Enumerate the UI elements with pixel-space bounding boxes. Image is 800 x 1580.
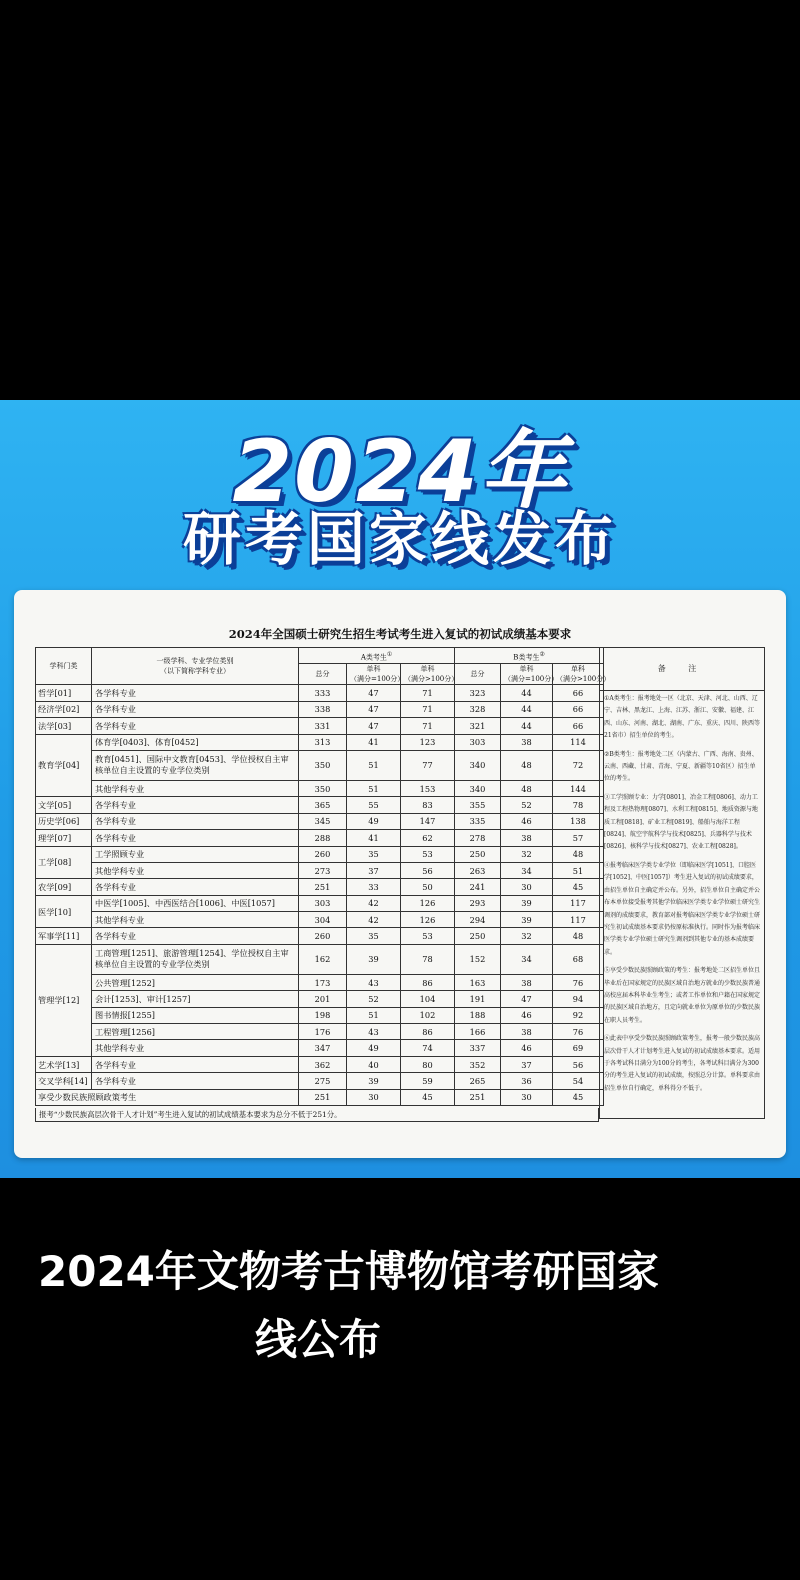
score-b-singleover: 48 xyxy=(553,846,604,862)
table-row xyxy=(36,1007,604,1023)
score-b-single100: 52 xyxy=(501,797,553,813)
score-a-singleover: 80 xyxy=(401,1056,455,1072)
score-a-singleover: 77 xyxy=(401,750,455,780)
score-b-single100: 46 xyxy=(501,1007,553,1023)
score-b-single100: 37 xyxy=(501,1056,553,1072)
score-a-total: 260 xyxy=(299,846,347,862)
score-b-single100: 34 xyxy=(501,944,553,974)
score-b-singleover: 45 xyxy=(553,1089,604,1105)
score-b-total: 355 xyxy=(455,797,501,813)
score-b-singleover: 54 xyxy=(553,1073,604,1089)
row-category: 教育学[04] xyxy=(36,734,92,797)
score-a-total: 162 xyxy=(299,944,347,974)
score-b-singleover: 117 xyxy=(553,895,604,911)
score-a-total: 313 xyxy=(299,734,347,750)
score-a-singleover: 62 xyxy=(401,830,455,846)
score-a-single100: 52 xyxy=(347,991,401,1007)
score-b-total: 328 xyxy=(455,701,501,717)
score-b-single100: 34 xyxy=(501,862,553,878)
row-subject: 各学科专业 xyxy=(92,685,299,701)
score-a-single100: 39 xyxy=(347,1073,401,1089)
score-b-total: 265 xyxy=(455,1073,501,1089)
header-a-singleover: 单科 （满分>100分） xyxy=(401,664,455,685)
table-row xyxy=(36,780,604,796)
score-a-total: 275 xyxy=(299,1073,347,1089)
score-b-total: 321 xyxy=(455,718,501,734)
remarks-panel xyxy=(599,647,765,1119)
score-a-single100: 33 xyxy=(347,879,401,895)
caption-line-1: 2024年文物考古博物馆考研国家 xyxy=(38,1247,659,1296)
row-subject: 各学科专业 xyxy=(92,797,299,813)
score-b-total: 340 xyxy=(455,750,501,780)
table-row xyxy=(36,750,604,780)
row-subject: 各学科专业 xyxy=(92,879,299,895)
score-b-singleover: 68 xyxy=(553,944,604,974)
score-b-total: 294 xyxy=(455,912,501,928)
score-b-total: 166 xyxy=(455,1024,501,1040)
row-subject: 图书情报[1255] xyxy=(92,1007,299,1023)
score-a-single100: 51 xyxy=(347,1007,401,1023)
score-b-single100: 38 xyxy=(501,1024,553,1040)
score-b-single100: 30 xyxy=(501,879,553,895)
row-category: 农学[09] xyxy=(36,879,92,895)
score-a-total: 350 xyxy=(299,750,347,780)
table-row xyxy=(36,944,604,974)
row-category: 文学[05] xyxy=(36,797,92,813)
score-a-total: 198 xyxy=(299,1007,347,1023)
table-row xyxy=(36,974,604,990)
score-a-total: 273 xyxy=(299,862,347,878)
table-row xyxy=(36,1040,604,1056)
score-b-single100: 38 xyxy=(501,830,553,846)
table-row xyxy=(36,879,604,895)
score-b-total: 241 xyxy=(455,879,501,895)
row-subject: 公共管理[1252] xyxy=(92,974,299,990)
score-a-singleover: 53 xyxy=(401,846,455,862)
score-b-single100: 36 xyxy=(501,1073,553,1089)
score-b-singleover: 66 xyxy=(553,701,604,717)
row-category: 军事学[11] xyxy=(36,928,92,944)
score-b-total: 188 xyxy=(455,1007,501,1023)
row-subject: 各学科专业 xyxy=(92,1056,299,1072)
score-b-single100: 44 xyxy=(501,701,553,717)
score-b-total: 337 xyxy=(455,1040,501,1056)
score-a-total: 350 xyxy=(299,780,347,796)
score-b-single100: 38 xyxy=(501,734,553,750)
table-row xyxy=(36,830,604,846)
score-a-total: 304 xyxy=(299,912,347,928)
row-subject: 各学科专业 xyxy=(92,1073,299,1089)
score-a-total: 201 xyxy=(299,991,347,1007)
row-subject: 各学科专业 xyxy=(92,701,299,717)
row-category: 哲学[01] xyxy=(36,685,92,701)
remark-item: ①A类考生：报考地处一区（北京、天津、河北、山西、辽宁、吉林、黑龙江、上海、江苏、浙江、安徽、福建、江西、山东、河南、湖北、湖南、广东、重庆、四川、陕西等21省市）招生单位的考生。 xyxy=(604,695,761,740)
score-b-total: 263 xyxy=(455,862,501,878)
score-b-total: 323 xyxy=(455,685,501,701)
score-b-total: 251 xyxy=(455,1089,501,1105)
score-a-singleover: 71 xyxy=(401,701,455,717)
score-b-single100: 44 xyxy=(501,685,553,701)
score-a-single100: 49 xyxy=(347,1040,401,1056)
score-b-singleover: 92 xyxy=(553,1007,604,1023)
table-row xyxy=(36,862,604,878)
score-a-singleover: 123 xyxy=(401,734,455,750)
score-a-total: 176 xyxy=(299,1024,347,1040)
score-b-total: 250 xyxy=(455,846,501,862)
score-b-singleover: 117 xyxy=(553,912,604,928)
score-b-total: 335 xyxy=(455,813,501,829)
score-b-singleover: 94 xyxy=(553,991,604,1007)
score-b-singleover: 66 xyxy=(553,718,604,734)
score-b-single100: 46 xyxy=(501,1040,553,1056)
row-category: 交叉学科[14] xyxy=(36,1073,92,1089)
row-subject: 各学科专业 xyxy=(92,813,299,829)
table-row xyxy=(36,991,604,1007)
header-b-singleover: 单科 （满分>100分） xyxy=(553,664,604,685)
row-category: 管理学[12] xyxy=(36,944,92,1056)
score-b-total: 340 xyxy=(455,780,501,796)
table-row xyxy=(36,734,604,750)
table-row xyxy=(36,846,604,862)
score-a-total: 338 xyxy=(299,701,347,717)
score-a-singleover: 102 xyxy=(401,1007,455,1023)
score-a-singleover: 71 xyxy=(401,718,455,734)
score-a-single100: 30 xyxy=(347,1089,401,1105)
score-b-single100: 30 xyxy=(501,1089,553,1105)
score-a-single100: 47 xyxy=(347,718,401,734)
header-category: 学科门类 xyxy=(36,648,92,685)
row-category: 医学[10] xyxy=(36,895,92,928)
header-group-b: B类考生② xyxy=(455,648,604,664)
score-b-single100: 39 xyxy=(501,895,553,911)
score-a-total: 362 xyxy=(299,1056,347,1072)
score-b-singleover: 72 xyxy=(553,750,604,780)
row-category: 理学[07] xyxy=(36,830,92,846)
score-a-singleover: 104 xyxy=(401,991,455,1007)
score-b-single100: 39 xyxy=(501,912,553,928)
score-a-singleover: 86 xyxy=(401,1024,455,1040)
score-a-singleover: 153 xyxy=(401,780,455,796)
header-b-total: 总分 xyxy=(455,664,501,685)
score-b-singleover: 76 xyxy=(553,1024,604,1040)
score-b-singleover: 66 xyxy=(553,685,604,701)
score-a-single100: 49 xyxy=(347,813,401,829)
score-b-single100: 46 xyxy=(501,813,553,829)
score-a-single100: 42 xyxy=(347,912,401,928)
row-category: 法学[03] xyxy=(36,718,92,734)
remark-item: ⑤享受少数民族照顾政策的考生：报考地处二区招生单位且毕业后在国家规定的民族区域自治地方就业的少数民族普通高校应届本科毕业生考生；或者工作单位和户籍在国家规定的民族区域自治地方，且定向就业单位为原单位的少数民族在职人员考生。 xyxy=(604,967,761,1024)
score-b-single100: 32 xyxy=(501,928,553,944)
row-subject: 各学科专业 xyxy=(92,830,299,846)
score-table-body xyxy=(36,685,604,1106)
row-subject: 各学科专业 xyxy=(92,718,299,734)
score-b-singleover: 69 xyxy=(553,1040,604,1056)
remarks-header: 备 注 xyxy=(600,648,764,691)
row-subject: 其他学科专业 xyxy=(92,1040,299,1056)
score-b-total: 163 xyxy=(455,974,501,990)
table-row xyxy=(36,813,604,829)
score-a-singleover: 147 xyxy=(401,813,455,829)
header-a-total: 总分 xyxy=(299,664,347,685)
score-b-singleover: 144 xyxy=(553,780,604,796)
table-row xyxy=(36,1073,604,1089)
row-subject: 其他学科专业 xyxy=(92,862,299,878)
score-b-single100: 44 xyxy=(501,718,553,734)
score-b-total: 152 xyxy=(455,944,501,974)
row-subject: 其他学科专业 xyxy=(92,780,299,796)
caption-line-2: 线公布 xyxy=(254,1315,381,1364)
score-a-singleover: 126 xyxy=(401,912,455,928)
remark-item: ④报考临床医学类专业学位（即临床医学[1051]、口腔医学[1052]、中医[1057]）考生进入复试的初试成绩要求，由招生单位自主确定并公布。另外，招生单位自主确定并公布本单位接受报考其他学位临床医学类专业学位硕士研究生调剂的成绩要求，教育部对报考临床医学类专业学位硕士研究生初试成绩基本要求仍按原标准执行。同时作为报考临床医学类专业学位硕士研究生调剂到其他专业的基本成绩要求。 xyxy=(604,861,761,956)
score-a-single100: 41 xyxy=(347,830,401,846)
score-a-single100: 35 xyxy=(347,928,401,944)
score-b-singleover: 76 xyxy=(553,974,604,990)
score-b-total: 303 xyxy=(455,734,501,750)
score-a-singleover: 83 xyxy=(401,797,455,813)
score-a-total: 251 xyxy=(299,1089,347,1105)
score-a-single100: 42 xyxy=(347,895,401,911)
score-a-singleover: 126 xyxy=(401,895,455,911)
score-b-singleover: 56 xyxy=(553,1056,604,1072)
score-a-total: 173 xyxy=(299,974,347,990)
score-a-singleover: 74 xyxy=(401,1040,455,1056)
header-group-a: A类考生① xyxy=(299,648,455,664)
score-a-single100: 51 xyxy=(347,750,401,780)
table-footnote: 报考“少数民族高层次骨干人才计划”考生进入复试的初试成绩基本要求为总分不低于251分。 xyxy=(35,1108,599,1122)
table-row xyxy=(36,685,604,701)
score-a-total: 288 xyxy=(299,830,347,846)
banner-subtitle: 研考国家线发布 xyxy=(182,505,617,573)
score-table xyxy=(35,647,611,1106)
score-b-single100: 48 xyxy=(501,780,553,796)
row-category: 享受少数民族照顾政策考生 xyxy=(36,1089,299,1105)
row-subject: 教育[0451]、国际中文教育[0453]、学位授权自主审核单位自主设置的专业学位类别 xyxy=(92,750,299,780)
row-subject: 体育学[0403]、体育[0452] xyxy=(92,734,299,750)
score-b-singleover: 45 xyxy=(553,879,604,895)
score-a-single100: 43 xyxy=(347,974,401,990)
score-a-single100: 47 xyxy=(347,701,401,717)
score-a-total: 333 xyxy=(299,685,347,701)
score-a-single100: 37 xyxy=(347,862,401,878)
banner-year-title: 2024年 xyxy=(232,422,568,522)
score-a-singleover: 71 xyxy=(401,685,455,701)
score-a-singleover: 56 xyxy=(401,862,455,878)
score-b-total: 278 xyxy=(455,830,501,846)
row-subject: 各学科专业 xyxy=(92,928,299,944)
score-a-single100: 35 xyxy=(347,846,401,862)
score-a-total: 260 xyxy=(299,928,347,944)
score-a-singleover: 50 xyxy=(401,879,455,895)
video-caption xyxy=(38,1238,718,1374)
score-a-total: 303 xyxy=(299,895,347,911)
remark-item: ②B类考生：报考地处二区（内蒙古、广西、海南、贵州、云南、西藏、甘肃、青海、宁夏、新疆等10省区）招生单位的考生。 xyxy=(604,750,758,783)
score-b-total: 293 xyxy=(455,895,501,911)
score-b-singleover: 51 xyxy=(553,862,604,878)
score-a-single100: 55 xyxy=(347,797,401,813)
score-a-singleover: 45 xyxy=(401,1089,455,1105)
score-a-single100: 39 xyxy=(347,944,401,974)
score-b-single100: 48 xyxy=(501,750,553,780)
score-a-total: 365 xyxy=(299,797,347,813)
score-b-single100: 32 xyxy=(501,846,553,862)
document-title: 2024年全国硕士研究生招生考试考生进入复试的初试成绩基本要求 xyxy=(228,627,572,641)
table-row xyxy=(36,928,604,944)
row-category: 经济学[02] xyxy=(36,701,92,717)
header-subject: 一级学科、专业学位类别 （以下简称学科专业） xyxy=(92,648,299,685)
header-b-single100: 单科 （满分=100分） xyxy=(501,664,553,685)
row-subject: 工商管理[1251]、旅游管理[1254]、学位授权自主审核单位自主设置的专业学位类别 xyxy=(92,944,299,974)
table-row xyxy=(36,701,604,717)
score-a-singleover: 59 xyxy=(401,1073,455,1089)
score-b-singleover: 114 xyxy=(553,734,604,750)
row-subject: 会计[1253]、审计[1257] xyxy=(92,991,299,1007)
table-row xyxy=(36,895,604,911)
table-row xyxy=(36,912,604,928)
score-a-single100: 43 xyxy=(347,1024,401,1040)
table-row xyxy=(36,718,604,734)
score-b-singleover: 78 xyxy=(553,797,604,813)
table-row xyxy=(36,1089,604,1105)
score-b-singleover: 138 xyxy=(553,813,604,829)
score-b-single100: 38 xyxy=(501,974,553,990)
score-a-total: 347 xyxy=(299,1040,347,1056)
table-row xyxy=(36,1024,604,1040)
score-a-single100: 51 xyxy=(347,780,401,796)
score-b-singleover: 48 xyxy=(553,928,604,944)
score-a-total: 251 xyxy=(299,879,347,895)
score-a-single100: 41 xyxy=(347,734,401,750)
score-b-total: 352 xyxy=(455,1056,501,1072)
score-a-singleover: 78 xyxy=(401,944,455,974)
score-a-total: 345 xyxy=(299,813,347,829)
row-subject: 工程管理[1256] xyxy=(92,1024,299,1040)
row-category: 工学[08] xyxy=(36,846,92,879)
row-subject: 其他学科专业 xyxy=(92,912,299,928)
remark-item: ⑥此表中享受少数民族照顾政策考生，报考一般少数民族高层次骨干人才计划考生进入复试的初试成绩基本要求。适用于各考试科目满分为100分的考生，各考试科目满分为300分的考生进入复试的初试成绩，按照总分计算。单科要求由招生单位自行确定，单科得分不低于。 xyxy=(604,1035,761,1092)
score-b-total: 191 xyxy=(455,991,501,1007)
score-a-singleover: 53 xyxy=(401,928,455,944)
row-subject: 中医学[1005]、中西医结合[1006]、中医[1057] xyxy=(92,895,299,911)
row-subject: 工学照顾专业 xyxy=(92,846,299,862)
remarks-body xyxy=(600,693,764,1095)
score-b-singleover: 57 xyxy=(553,830,604,846)
score-b-single100: 47 xyxy=(501,991,553,1007)
score-a-single100: 40 xyxy=(347,1056,401,1072)
score-a-single100: 47 xyxy=(347,685,401,701)
header-a-single100: 单科 （满分=100分） xyxy=(347,664,401,685)
table-row xyxy=(36,797,604,813)
row-category: 历史学[06] xyxy=(36,813,92,829)
score-a-singleover: 86 xyxy=(401,974,455,990)
row-category: 艺术学[13] xyxy=(36,1056,92,1072)
table-row xyxy=(36,1056,604,1072)
remark-item: ③工学照顾专业：力学[0801]、冶金工程[0806]、动力工程及工程热物理[0807]、水利工程[0815]、地质资源与地质工程[0818]、矿业工程[0819]、船舶与海洋工程[0824]、航空宇航科学与技术[0825]、兵器科学与技术[0826]、核科学与技术[0827]、农业工程[0828]。 xyxy=(604,793,758,851)
score-a-total: 331 xyxy=(299,718,347,734)
score-b-total: 250 xyxy=(455,928,501,944)
